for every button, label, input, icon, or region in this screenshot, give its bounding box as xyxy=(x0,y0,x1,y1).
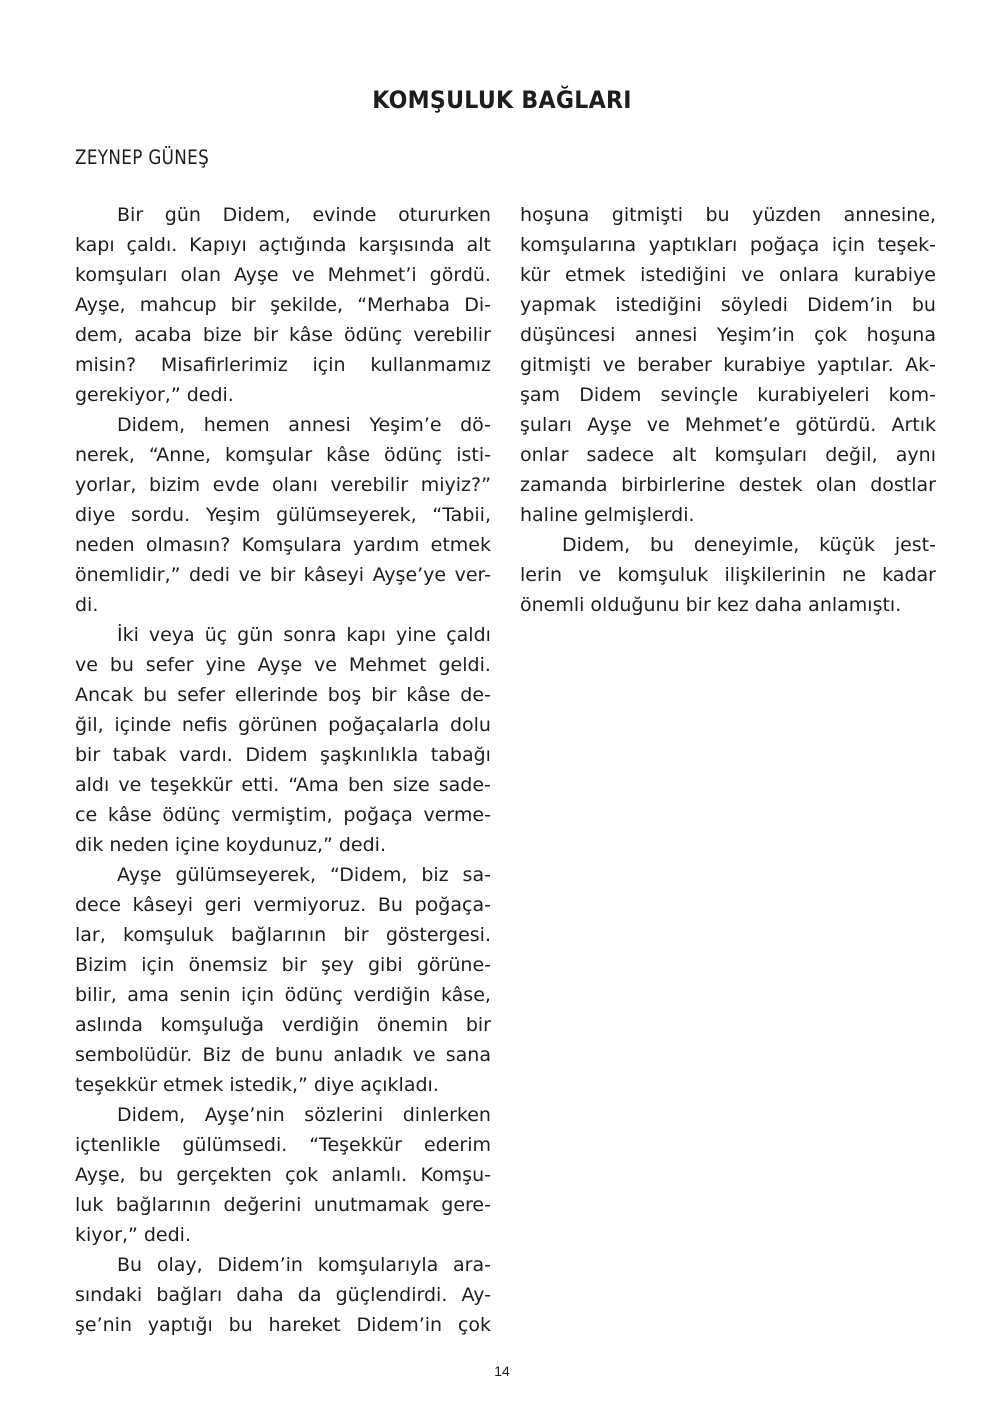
text-line: lerin ve komşuluk ilişkilerinin ne kadar xyxy=(520,564,936,586)
text-line: Bizim için önemsiz bir şey gibi görüne- xyxy=(75,954,491,976)
page-number: 14 xyxy=(494,1363,510,1379)
text-line: kür etmek istediğini ve onlara kurabiye xyxy=(520,264,936,286)
text-line: Ancak bu sefer ellerinde boş bir kâse de- xyxy=(75,684,491,706)
text-line: nerek, “Anne, komşular kâse ödünç isti- xyxy=(75,444,491,466)
text-line: dece kâseyi geri vermiyoruz. Bu poğaça- xyxy=(75,894,491,916)
text-line: misin? Misafirlerimiz için kullanmamız xyxy=(75,354,491,376)
text-line: içtenlikle gülümsedi. “Teşekkür ederim xyxy=(75,1134,491,1156)
text-line: önemli olduğunu bir kez daha anlamıştı. xyxy=(520,594,902,616)
text-line: yapmak istediğini söyledi Didem’in bu xyxy=(520,294,936,316)
text-line: düşüncesi annesi Yeşim’in çok hoşuna xyxy=(520,324,936,346)
text-line: gitmişti ve beraber kurabiye yaptılar. Ak- xyxy=(520,354,936,376)
text-line: komşuları olan Ayşe ve Mehmet’i gördü. xyxy=(75,264,491,286)
author-name: ZEYNEP GÜNEŞ xyxy=(75,146,210,169)
text-line: Bir gün Didem, evinde otururken xyxy=(117,204,491,226)
text-column-right xyxy=(520,200,936,620)
text-line: dem, acaba bize bir kâse ödünç verebilir xyxy=(75,324,491,346)
text-line: neden olmasın? Komşulara yardım etmek xyxy=(75,534,491,556)
text-line: Didem, bu deneyimle, küçük jest- xyxy=(562,534,936,556)
text-line: dik neden içine koydunuz,” dedi. xyxy=(75,834,387,856)
text-line: hoşuna gitmişti bu yüzden annesine, xyxy=(520,204,936,226)
text-line: şuları Ayşe ve Mehmet’e götürdü. Artık xyxy=(520,414,936,436)
text-line: yorlar, bizim evde olanı verebilir miyiz?” xyxy=(75,474,491,496)
text-line: Bu olay, Didem’in komşularıyla ara- xyxy=(117,1254,491,1276)
text-line: zamanda birbirlerine destek olan dostlar xyxy=(520,474,936,496)
text-line: İki veya üç gün sonra kapı yine çaldı xyxy=(117,624,491,646)
text-line: ğil, içinde nefis görünen poğaçalarla dolu xyxy=(75,714,491,736)
text-line: bilir, ama senin için ödünç verdiğin kâse, xyxy=(75,984,491,1006)
page-title: KOMŞULUK BAĞLARI xyxy=(372,86,632,115)
text-line: Didem, hemen annesi Yeşim’e dö- xyxy=(117,414,491,436)
text-line: haline gelmişlerdi. xyxy=(520,504,695,526)
text-line: ce kâse ödünç vermiştim, poğaça verme- xyxy=(75,804,491,826)
text-line: komşularına yaptıkları poğaça için teşek- xyxy=(520,234,936,256)
text-line: Ayşe gülümseyerek, “Didem, biz sa- xyxy=(117,864,491,886)
text-line: kiyor,” dedi. xyxy=(75,1224,191,1246)
text-line: ve bu sefer yine Ayşe ve Mehmet geldi. xyxy=(75,654,491,676)
text-line: önemlidir,” dedi ve bir kâseyi Ayşe’ye ver- xyxy=(75,564,491,586)
text-line: aslında komşuluğa verdiğin önemin bir xyxy=(75,1014,491,1036)
text-line: sembolüdür. Biz de bunu anladık ve sana xyxy=(75,1044,491,1066)
text-column-left xyxy=(75,200,491,1340)
text-line: şam Didem sevinçle kurabiyeleri kom- xyxy=(520,384,936,406)
text-line: lar, komşuluk bağlarının bir göstergesi. xyxy=(75,924,491,946)
text-line: bir tabak vardı. Didem şaşkınlıkla tabağı xyxy=(75,744,491,766)
text-line: gerekiyor,” dedi. xyxy=(75,384,234,406)
text-line: teşekkür etmek istedik,” diye açıkladı. xyxy=(75,1074,439,1096)
text-line: Ayşe, bu gerçekten çok anlamlı. Komşu- xyxy=(75,1164,491,1186)
text-line: sındaki bağları daha da güçlendirdi. Ay- xyxy=(75,1284,491,1306)
text-line: di. xyxy=(75,594,99,616)
text-line: Didem, Ayşe’nin sözlerini dinlerken xyxy=(117,1104,491,1126)
text-line: luk bağlarının değerini unutmamak gere- xyxy=(75,1194,491,1216)
text-line: kapı çaldı. Kapıyı açtığında karşısında alt xyxy=(75,234,491,256)
text-line: aldı ve teşekkür etti. “Ama ben size sade- xyxy=(75,774,491,796)
text-line: diye sordu. Yeşim gülümseyerek, “Tabii, xyxy=(75,504,491,526)
text-line: şe’nin yaptığı bu hareket Didem’in çok xyxy=(75,1314,491,1336)
text-line: Ayşe, mahcup bir şekilde, “Merhaba Di- xyxy=(75,294,491,316)
text-line: onlar sadece alt komşuları değil, aynı xyxy=(520,444,936,466)
